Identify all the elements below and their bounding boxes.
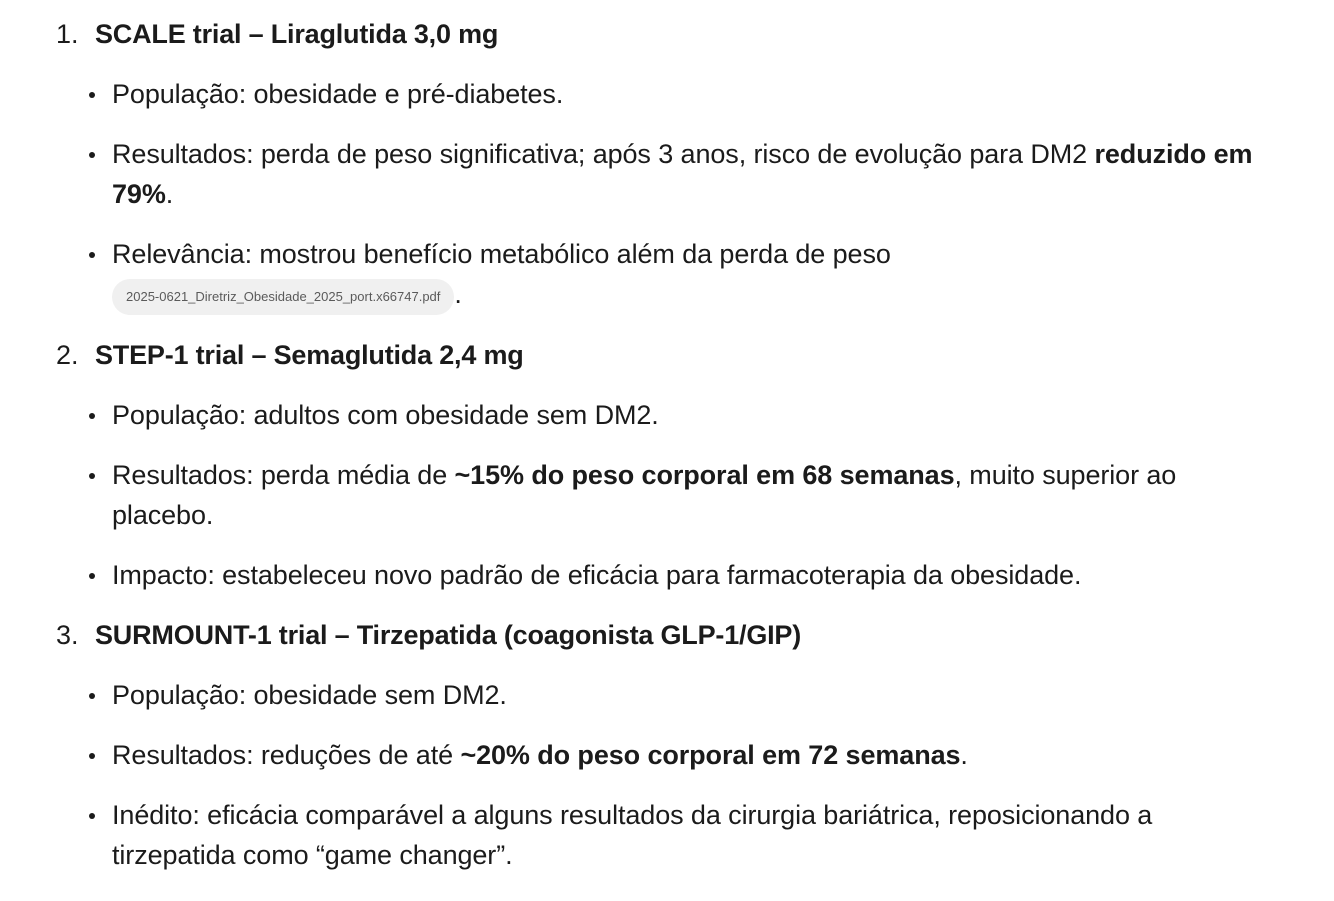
list-number: 2. — [56, 339, 79, 370]
trial-heading — [56, 335, 1276, 375]
bullet-item — [56, 134, 1276, 214]
trial-title: SCALE trial – Liraglutida 3,0 mg — [95, 19, 499, 49]
trial-section-step1 — [56, 335, 1276, 595]
bullet-item — [56, 455, 1276, 535]
bullet-text-end: . — [454, 279, 462, 309]
bullet-item — [56, 795, 1276, 875]
citation-chip[interactable]: 2025-0621_Diretriz_Obesidade_2025_port.x66747.pdf — [112, 279, 454, 315]
list-number: 3. — [56, 619, 79, 650]
trial-title: STEP-1 trial – Semaglutida 2,4 mg — [95, 339, 524, 370]
bullet-text-end: . — [165, 179, 174, 209]
bullet-item — [56, 555, 1276, 595]
bullet-list — [56, 395, 1276, 595]
bullet-item — [56, 234, 1276, 315]
trial-heading — [56, 14, 1276, 54]
list-number: 1. — [56, 19, 79, 49]
bullet-text: Inédito: eficácia comparável a alguns resultados da cirurgia bariátrica, reposicionando a tirzepatida como “game changer”. — [112, 799, 1153, 870]
bullet-list — [56, 74, 1276, 315]
bullet-text: Resultados: perda média de — [112, 459, 455, 490]
bullet-text: Impacto: estabeleceu novo padrão de eficácia para farmacoterapia da obesidade. — [112, 559, 1082, 590]
bullet-text: Relevância: mostrou benefício metabólico além da perda de peso — [112, 239, 891, 269]
bullet-list — [56, 675, 1276, 875]
trial-heading — [56, 615, 1276, 655]
bullet-item — [56, 74, 1276, 114]
bullet-text: População: obesidade e pré-diabetes. — [112, 79, 564, 109]
bullet-text: Resultados: reduções de até — [112, 739, 461, 770]
bullet-text: Resultados: perda de peso significativa; após 3 anos, risco de evolução para DM2 — [112, 139, 1095, 169]
bullet-item — [56, 675, 1276, 715]
bullet-text: População: obesidade sem DM2. — [112, 679, 507, 710]
trial-title: SURMOUNT-1 trial – Tirzepatida (coagonista GLP-1/GIP) — [95, 619, 802, 650]
bullet-text: População: adultos com obesidade sem DM2. — [112, 399, 659, 430]
trial-section-surmount1 — [56, 615, 1276, 875]
bullet-item — [56, 395, 1276, 435]
bullet-emphasis: reduzido em 79% — [112, 139, 1253, 209]
bullet-item — [56, 735, 1276, 775]
bullet-emphasis: ~20% do peso corporal em 72 semanas — [460, 739, 961, 770]
trial-section-scale — [56, 14, 1276, 315]
bullet-emphasis: ~15% do peso corporal em 68 semanas — [454, 459, 955, 490]
bullet-text-end: , muito superior ao placebo. — [112, 459, 1177, 530]
bullet-text-end: . — [960, 739, 968, 770]
